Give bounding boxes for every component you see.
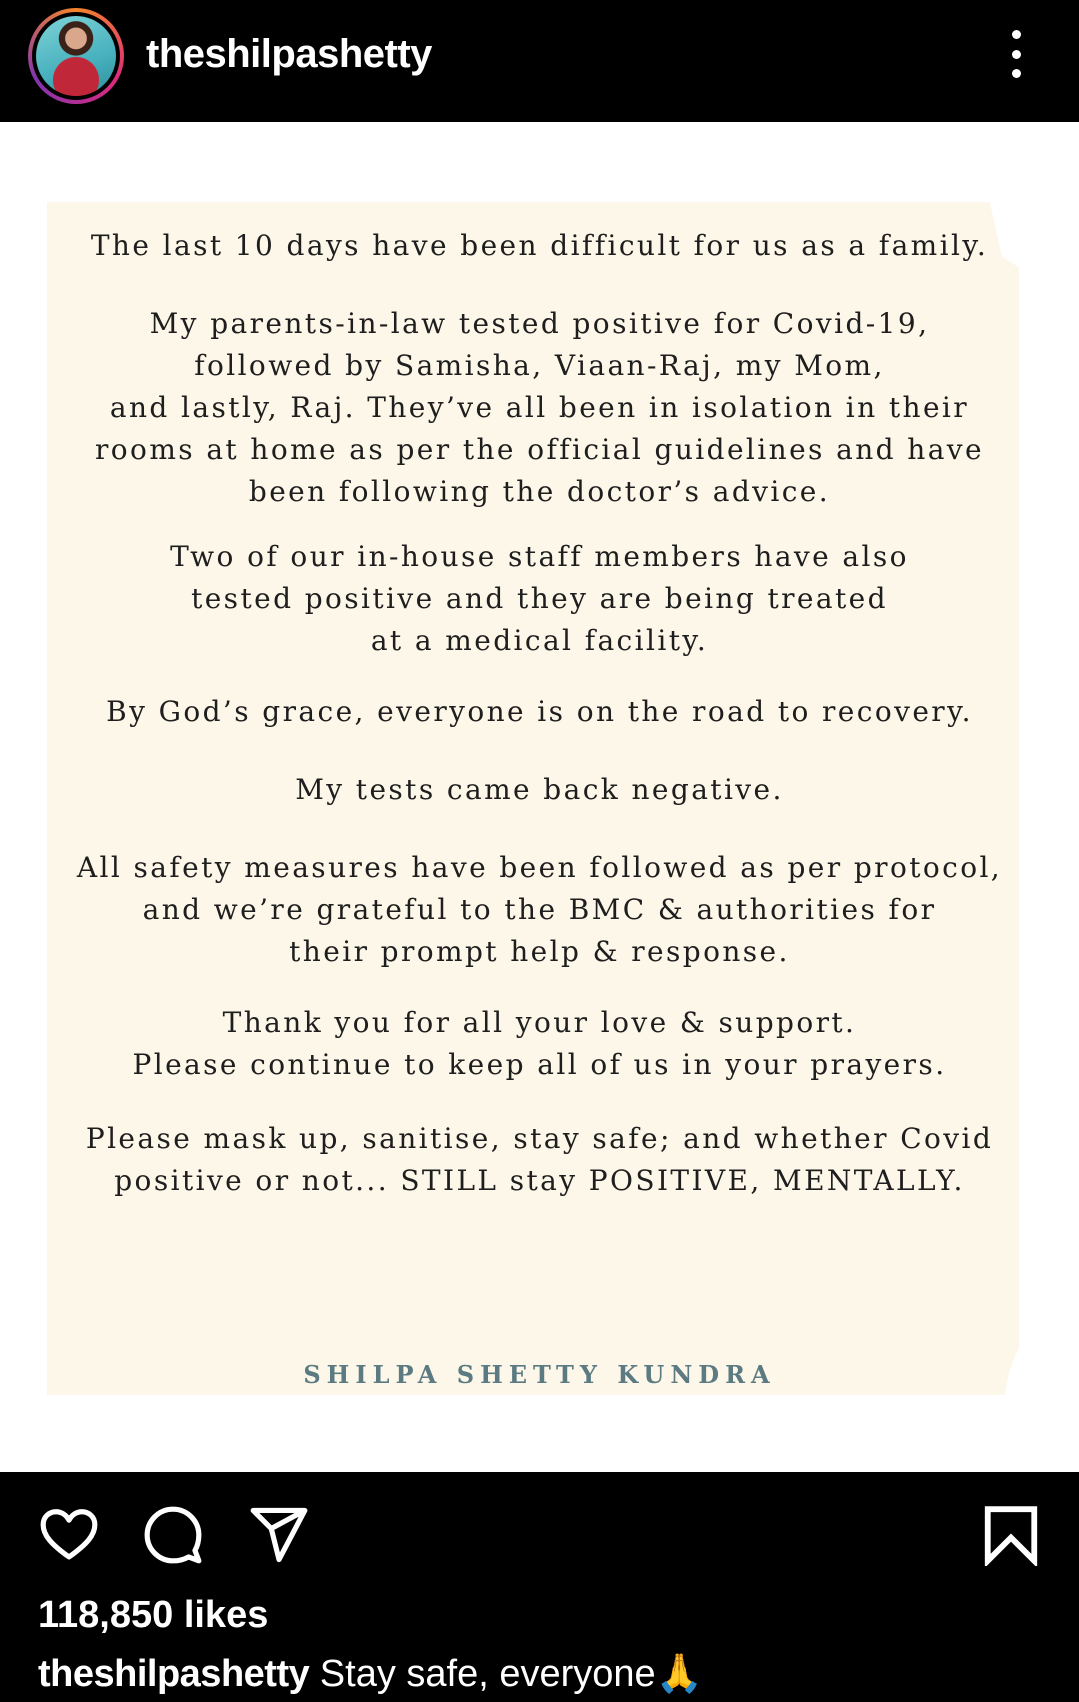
dot	[1012, 30, 1021, 39]
text-line: Please continue to keep all of us in your prayers.	[132, 1048, 947, 1081]
heart-icon	[38, 1504, 100, 1566]
paragraph	[47, 536, 1032, 662]
action-bar	[0, 1472, 1079, 1702]
text-line: positive or not... STILL stay POSITIVE, MENTALLY.	[114, 1164, 965, 1197]
text-line: their prompt help & response.	[289, 935, 790, 968]
text-line: followed by Samisha, Viaan-Raj, my Mom,	[194, 349, 885, 382]
text-line: Thank you for all your love & support.	[222, 1006, 857, 1039]
caption-text: Stay safe, everyone🙏	[309, 1653, 703, 1695]
text-line: By God’s grace, everyone is on the road to recovery.	[106, 695, 973, 728]
paragraph	[47, 1118, 1032, 1202]
paragraph	[47, 1002, 1032, 1086]
text-line: and we’re grateful to the BMC & authorities for	[142, 893, 937, 926]
post-image[interactable]	[0, 122, 1079, 1472]
username-link[interactable]: theshilpashetty	[146, 32, 432, 76]
caption-username[interactable]: theshilpashetty	[38, 1653, 310, 1695]
text-line: Two of our in-house staff members have also	[170, 540, 909, 573]
text-line: rooms at home as per the official guidelines and have	[95, 433, 984, 466]
caption	[38, 1652, 703, 1696]
more-options-icon[interactable]	[998, 30, 1034, 78]
save-button[interactable]	[978, 1502, 1044, 1568]
post-header	[0, 0, 1079, 122]
text-line: been following the doctor’s advice.	[248, 475, 831, 508]
bookmark-icon	[980, 1504, 1042, 1566]
paragraph	[47, 303, 1032, 513]
comment-button[interactable]	[140, 1502, 206, 1568]
text-line: at a medical facility.	[370, 624, 709, 657]
like-button[interactable]	[36, 1502, 102, 1568]
text-line: My tests came back negative.	[295, 773, 784, 806]
story-ring[interactable]	[28, 8, 124, 104]
avatar[interactable]	[36, 16, 116, 96]
paragraph	[47, 847, 1032, 973]
text-line: Please mask up, sanitise, stay safe; and whether Covid	[85, 1122, 994, 1155]
share-icon	[248, 1504, 310, 1566]
avatar-frame	[32, 12, 120, 100]
text-line: tested positive and they are being treated	[191, 582, 888, 615]
text-line: My parents-in-law tested positive for Covid-19,	[149, 307, 930, 340]
comment-icon	[142, 1504, 204, 1566]
paragraph	[47, 691, 1032, 733]
dot	[1012, 69, 1021, 78]
paragraph	[47, 225, 1032, 267]
likes-count[interactable]: 118,850 likes	[38, 1594, 269, 1636]
share-button[interactable]	[246, 1502, 312, 1568]
text-line: and lastly, Raj. They’ve all been in isolation in their	[109, 391, 970, 424]
text-line: All safety measures have been followed as per protocol,	[76, 851, 1003, 884]
dot	[1012, 50, 1021, 59]
text-line: The last 10 days have been difficult for us as a family.	[90, 229, 989, 262]
signature: SHILPA SHETTY KUNDRA	[303, 1360, 776, 1389]
paragraph	[47, 769, 1032, 811]
